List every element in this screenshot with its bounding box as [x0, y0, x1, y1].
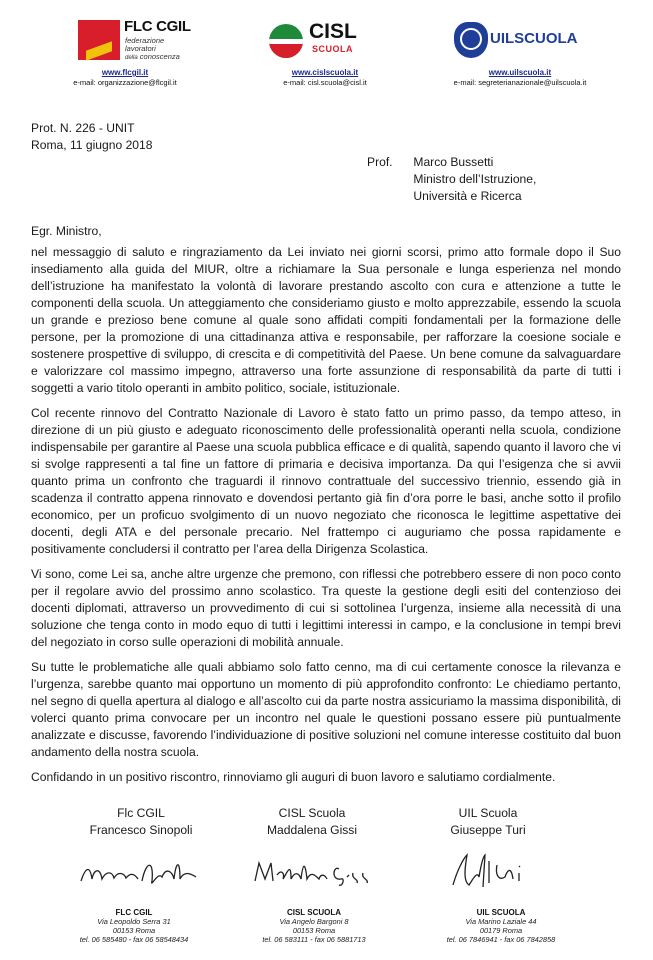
footer-flc: [39, 908, 229, 944]
footer-phone: tel. 06 7846941 - fax 06 7842858: [446, 935, 556, 944]
flc-cgil-header: [40, 0, 210, 100]
recipient-name: Marco Bussetti: [413, 155, 494, 169]
greeting: Egr. Ministro,: [31, 224, 102, 238]
footer-org: CISL SCUOLA: [286, 908, 342, 917]
signature-name: Giuseppe Turi: [450, 823, 526, 837]
signature-name: Maddalena Gissi: [266, 823, 358, 837]
footer-city: 00179 Roma: [479, 926, 523, 935]
uil-scuola-header: [430, 0, 610, 100]
uil-email[interactable]: e-mail: segreterianazionale@uilscuola.it: [453, 78, 587, 87]
cisl-scuola-logo: [245, 0, 405, 68]
letter-body: [31, 244, 621, 794]
recipient-prefix: Prof.: [367, 155, 393, 169]
protocol-number: Prot. N. 226 - UNIT: [31, 121, 135, 135]
uil-scuola-logo: [430, 0, 610, 68]
flc-cgil-logo: [40, 0, 210, 68]
signature-org: UIL Scuola: [458, 806, 518, 820]
footer-address: Via Angelo Bargoni 8: [279, 917, 349, 926]
signature-org: Flc CGIL: [117, 806, 165, 820]
flc-sub-line4: conoscenza: [139, 52, 180, 61]
handwritten-signature-icon: [247, 851, 377, 891]
footer-city: 00153 Roma: [112, 926, 156, 935]
signature-uil: [393, 805, 583, 891]
footer-phone: tel. 06 585480 - fax 06 58548434: [79, 935, 189, 944]
handwritten-signature-icon: [76, 851, 206, 891]
signature-flc: [46, 805, 236, 891]
recipient-lines: [413, 154, 536, 205]
footer-phone: tel. 06 583111 - fax 06 5881713: [262, 935, 366, 944]
flc-logo-name: FLC CGIL: [124, 18, 191, 35]
signature-name: Francesco Sinopoli: [89, 823, 193, 837]
cisl-logo-subtitle: SCUOLA: [312, 44, 353, 54]
cisl-logo-name: CISL: [309, 20, 357, 43]
cisl-scuola-header: [245, 0, 405, 100]
body-paragraph: nel messaggio di saluto e ringraziamento da Lei inviato nei giorni scorsi, primo atto formale dopo il Suo insediamento alla guida del MIUR, oltre a richiamare la Sua personale e lunga esperienza nel mondo dell’istruzione ha manifestato la volontà di lavorare prestando ascolto con cura e attenzione a tutte le componenti della scuola. Un atteggiamento che consideriamo giusto e molto apprezzabile, essendo la scuola un grande e prezioso bene comune al quale sono affidati compiti fondamentali per la formazione delle persone, per la promozione di una cittadinanza attiva e responsabile, per rafforzare la coesione sociale e sostenere prospettive di sviluppo, di crescita e di competitività del Paese. Un bene comune da salvaguardare e valorizzare col massimo impegno, attraverso una forte assunzione di responsabilità da parte di tutti i soggetti a vario titolo operanti in ambito politico, sociale, istituzionale.: [31, 245, 621, 395]
cisl-website-link[interactable]: www.cislscuola.it: [291, 68, 359, 77]
body-paragraph: Col recente rinnovo del Contratto Nazionale di Lavoro è stato fatto un primo passo, da tempo atteso, in direzione di un più giusto e adeguato riconoscimento delle professionalità operanti nella scuola, condizione indispensabile per garantire al Paese una scuola pubblica efficace e di qualità, sapendo quanto il lavoro che vi si svolge rappresenti a tal fine un fattore di primaria e decisiva importanza. Da qui l’esigenza che si avvii quanto prima un confronto che traguardi il rinnovo contrattuale del successivo triennio, essendo già in scadenza il contratto appena rinnovato e dovendosi pertanto già fin d’ora porre le basi, anche sotto il profilo economico, per un proficuo svolgimento di un nuovo negoziato che riconosca le legittime aspettative dei docenti, degli ATA e del personale precario. Nel frattempo ci auguriamo che possa rapidamente e positivamente concludersi il contratto per l’area della Dirigenza Scolastica.: [31, 406, 621, 556]
footer-city: 00153 Roma: [292, 926, 336, 935]
flc-sub-line3: della: [125, 55, 138, 61]
flc-website-link[interactable]: www.flcgil.it: [101, 68, 149, 77]
handwritten-signature-icon: [423, 851, 553, 891]
flc-logo-square-icon: [78, 20, 120, 60]
letter-date: Roma, 11 giugno 2018: [31, 138, 153, 152]
flc-sub-line2: lavoratori: [125, 44, 156, 53]
signature-org: CISL Scuola: [278, 806, 346, 820]
body-paragraph: Su tutte le problematiche alle quali abbiamo solo fatto cenno, ma di cui certamente conosce la rilevanza e l’urgenza, sarebbe quanto mai opportuno un momento di più approfondito confronto: Le chiediamo pertanto, nel segno di quella apertura al dialogo e all’ascolto cui da parte nostra assicuriamo la massima disponibilità, di volerci quanto prima convocare per un incontro nel quale le questioni possano essere più puntualmente analizzate e discusse, favorendo l’individuazione di positive soluzioni nel comune interesse costituito dal buon andamento della nostra scuola.: [31, 660, 621, 759]
body-paragraph: Vi sono, come Lei sa, anche altre urgenze che premono, con riflessi che potrebbero essere di non poco conto per il regolare avvio del prossimo anno scolastico. Tra queste la gestione degli esiti del contenzioso dei docenti diplomati, attraverso un provvedimento di cui si sottolinea l’urgenza, insieme alla necessità di una soluzione che tenga conto in modo equo di tutti i legittimi interessi in campo, e la conclusione in tempi brevi del negoziato in corso sulle operazioni di mobilità annuale.: [31, 567, 621, 649]
flc-email[interactable]: e-mail: organizzazione@flcgil.it: [73, 78, 177, 87]
footer-address: Via Leopoldo Serra 31: [97, 917, 171, 926]
footer-cisl: [219, 908, 409, 944]
flc-logo-subtitle: [125, 37, 180, 62]
recipient-title: Ministro dell’Istruzione,: [413, 172, 537, 186]
signature-cisl: [217, 805, 407, 891]
uil-emblem-icon: [454, 22, 488, 58]
cisl-email[interactable]: e-mail: cisl.scuola@cisl.it: [283, 78, 367, 87]
recipient-title-2: Università e Ricerca: [413, 189, 522, 203]
recipient-block: [367, 154, 536, 205]
footer-address: Via Marino Laziale 44: [465, 917, 537, 926]
cisl-globe-icon: [269, 24, 303, 58]
footer-org: FLC CGIL: [115, 908, 153, 917]
footer-org: UIL SCUOLA: [476, 908, 526, 917]
uil-website-link[interactable]: www.uilscuola.it: [488, 68, 552, 77]
body-paragraph: Confidando in un positivo riscontro, rinnoviamo gli auguri di buon lavoro e salutiamo cordialmente.: [31, 770, 556, 784]
uil-logo-name: UILSCUOLA: [490, 30, 578, 47]
protocol-block: [31, 120, 152, 154]
flc-sub-line1: federazione: [125, 36, 165, 45]
footer-uil: [406, 908, 596, 944]
